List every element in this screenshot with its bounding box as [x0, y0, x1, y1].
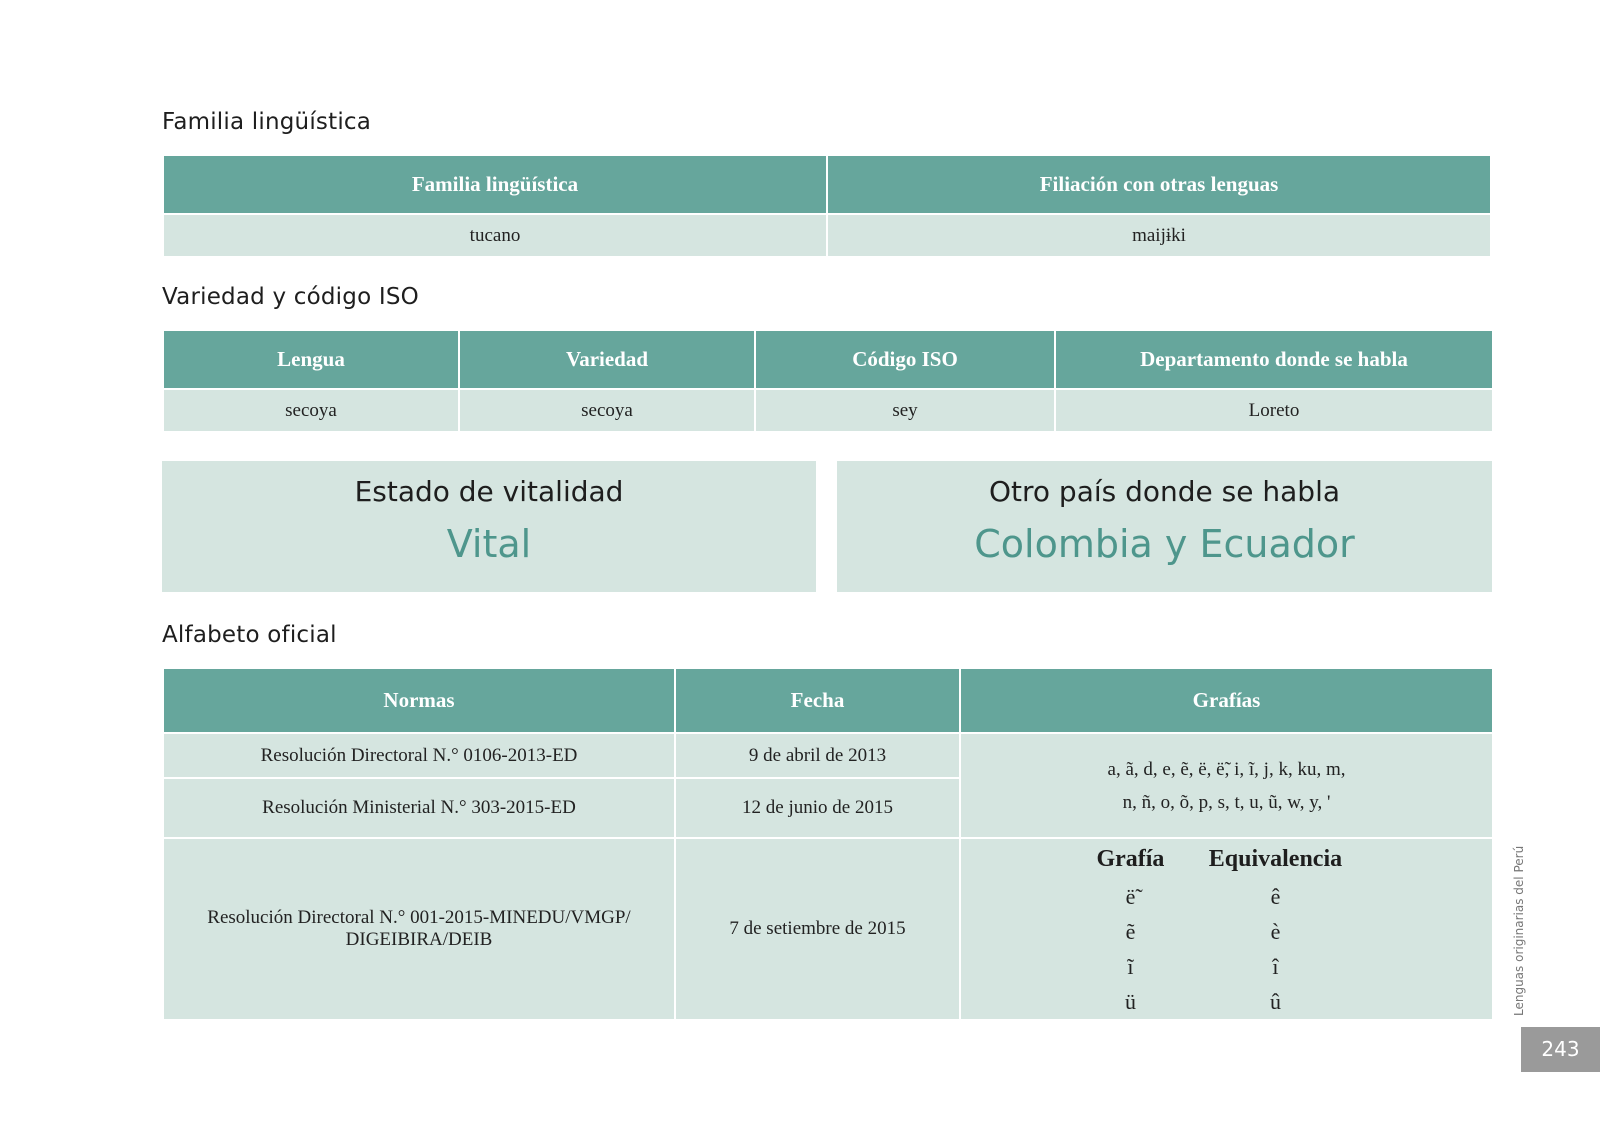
column-header: Normas — [163, 668, 675, 733]
otro-pais-value: Colombia y Ecuador — [974, 522, 1355, 566]
vitalidad-label: Estado de vitalidad — [354, 475, 624, 508]
equivalencias-cell — [960, 838, 1493, 1020]
fecha-cell: 9 de abril de 2013 — [675, 733, 960, 778]
column-header: Fecha — [675, 668, 960, 733]
equivalencia-row — [1082, 949, 1372, 984]
section-title-familia: Familia lingüística — [162, 109, 372, 135]
column-header: Filiación con otras lenguas — [827, 155, 1491, 214]
table-cell: tucano — [163, 214, 827, 257]
norma-cell: Resolución Directoral N.° 0106-2013-ED — [163, 733, 675, 778]
norma-cell: Resolución Ministerial N.° 303-2015-ED — [163, 778, 675, 838]
equivalencia-row — [1082, 914, 1372, 949]
table-row — [163, 838, 1493, 1020]
variedad-table — [162, 329, 1494, 433]
column-header: Variedad — [459, 330, 755, 389]
otro-pais-panel — [837, 461, 1492, 592]
alfabeto-table — [162, 667, 1494, 1021]
section-title-alfabeto: Alfabeto oficial — [162, 622, 337, 648]
familia-table — [162, 154, 1492, 258]
equivalencia-value: û — [1269, 988, 1281, 1014]
grafia-value: ë̃ — [1125, 883, 1136, 909]
table-cell: secoya — [163, 389, 459, 432]
table-cell: Loreto — [1055, 389, 1493, 432]
equivalencia-row — [1082, 984, 1372, 1019]
norma-cell: Resolución Directoral N.° 001-2015-MINEDU/VMGP/ DIGEIBIRA/DEIB — [163, 838, 675, 1020]
otro-pais-label: Otro país donde se habla — [988, 475, 1341, 508]
table-cell: secoya — [459, 389, 755, 432]
fecha-cell: 7 de setiembre de 2015 — [675, 838, 960, 1020]
grafias-cell — [960, 733, 1493, 838]
grafias-line: n, ñ, o, õ, p, s, t, u, ũ, w, y, ' — [1122, 791, 1331, 813]
grafias-line: a, ã, d, e, ẽ, ë, ë̃, i, ĩ, j, k, ku, m, — [1107, 758, 1346, 780]
table-cell: maijɨki — [827, 214, 1491, 257]
table-row — [163, 733, 1493, 778]
grafia-value: ẽ — [1125, 918, 1136, 944]
column-header: Familia lingüística — [163, 155, 827, 214]
grafia-header: Grafía — [1096, 845, 1165, 872]
table-row — [163, 389, 1493, 432]
grafia-value: ü — [1124, 988, 1136, 1014]
column-header: Departamento donde se habla — [1055, 330, 1493, 389]
vitalidad-panel — [162, 461, 816, 592]
table-row — [163, 214, 1491, 257]
fecha-cell: 12 de junio de 2015 — [675, 778, 960, 838]
equivalencia-value: ê — [1270, 883, 1281, 909]
vitalidad-value: Vital — [446, 522, 532, 566]
equivalencia-header: Equivalencia — [1208, 845, 1343, 872]
column-header: Grafías — [960, 668, 1493, 733]
section-title-variedad: Variedad y código ISO — [162, 284, 419, 310]
column-header: Código ISO — [755, 330, 1055, 389]
grafia-value: ĩ — [1127, 953, 1134, 979]
equivalencia-value: è — [1270, 918, 1281, 944]
equivalencias-table — [1082, 839, 1372, 1019]
side-running-title: Lenguas originarias del Perú — [1512, 845, 1526, 1016]
table-cell: sey — [755, 389, 1055, 432]
page-number: 243 — [1521, 1027, 1600, 1072]
equivalencia-row — [1082, 879, 1372, 914]
equivalencia-value: î — [1272, 953, 1279, 979]
column-header: Lengua — [163, 330, 459, 389]
